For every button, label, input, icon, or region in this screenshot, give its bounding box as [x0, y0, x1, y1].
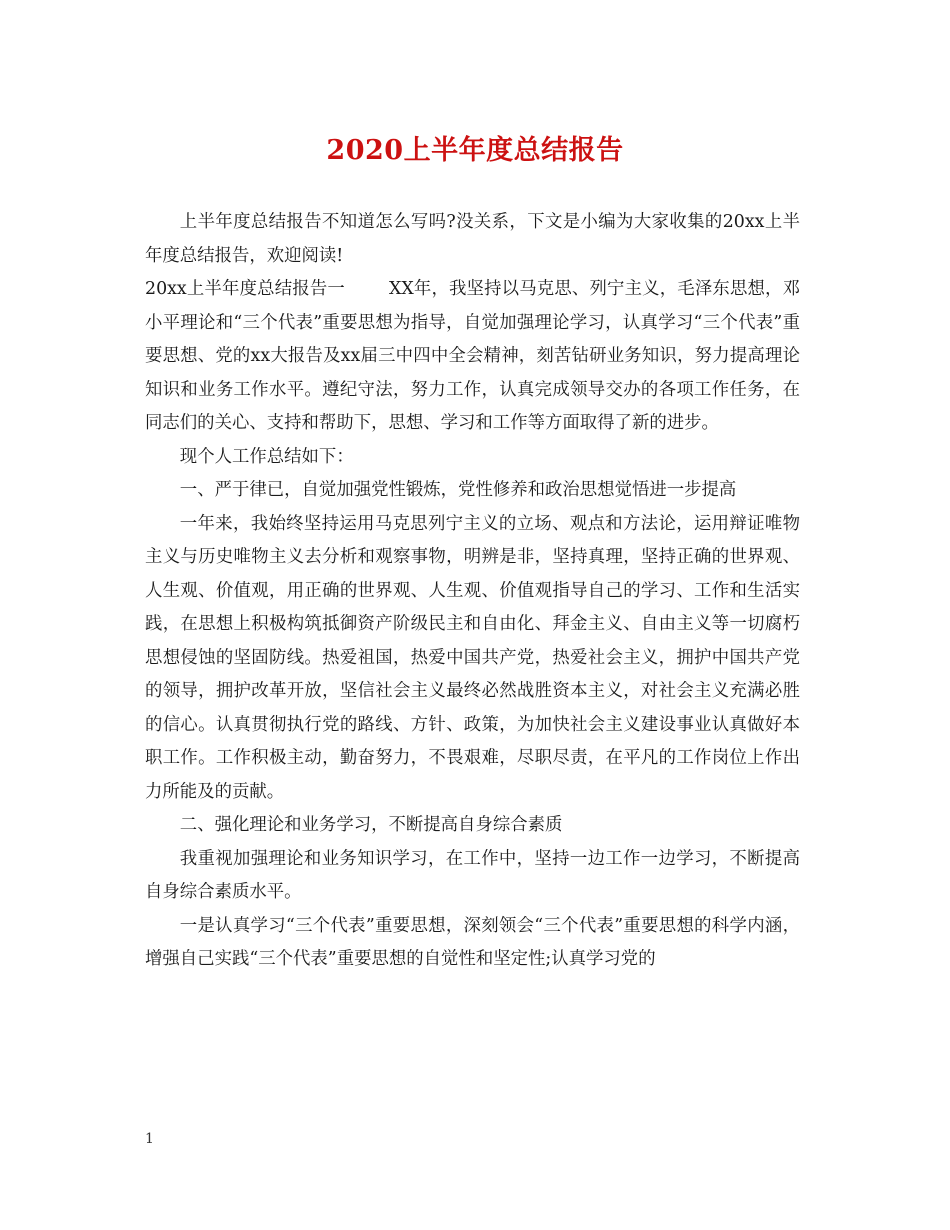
point-one-body: 一年来，我始终坚持运用马克思列宁主义的立场、观点和方法论，运用辩证唯物主义与历史唯物主义去分析和观察事物，明辨是非，坚持真理，坚持正确的世界观、人生观、价值观，用正确的世界观、人生观、价值观指导自己的学习、工作和生活实践，在思想上积极构筑抵御资产阶级民主和自由化、拜金主义、自由主义等一切腐朽思想侵蚀的坚固防线。热爱祖国，热爱中国共产党，热爱社会主义，拥护中国共产党的领导，拥护改革开放，坚信社会主义最终必然战胜资本主义，对社会主义充满必胜的信心。认真贯彻执行党的路线、方针、政策，为加快社会主义建设事业认真做好本职工作。工作积极主动，勤奋努力，不畏艰难，尽职尽责，在平凡的工作岗位上作出力所能及的贡献。 [145, 513, 800, 802]
intro-paragraph: 上半年度总结报告不知道怎么写吗?没关系，下文是小编为大家收集的20xx上半年度总结报告，欢迎阅读! [145, 212, 800, 266]
section-lead: XX年，我坚持以马克思、列宁主义，毛泽东思想，邓小平理论和“三个代表”重要思想为指导，自觉加强理论学习，认真学习“三个代表”重要思想、党的xx大报告及xx届三中四中全会精神，刻苦钻研业务知识，努力提高理论知识和业务工作水平。遵纪守法，努力工作，认真完成领导交办的各项工作任务，在同志们的关心、支持和帮助下，思想、学习和工作等方面取得了新的进步。 [145, 279, 801, 433]
point-two-detail: 一是认真学习“三个代表”重要思想，深刻领会“三个代表”重要思想的科学内涵，增强自己实践“三个代表”重要思想的自觉性和坚定性;认真学习党的 [145, 915, 800, 969]
point-one-heading: 一、严于律已，自觉加强党性锻炼，党性修养和政治思想觉悟进一步提高 [179, 480, 737, 500]
page-number: 1 [145, 1131, 154, 1147]
section-one-paragraph [145, 273, 800, 441]
document-title: 2020上半年度总结报告 [326, 135, 624, 166]
section-heading: 20xx上半年度总结报告一 [145, 279, 345, 299]
summary-intro: 现个人工作总结如下： [179, 446, 354, 467]
point-two-body: 我重视加强理论和业务知识学习，在工作中，坚持一边工作一边学习，不断提高自身综合素质水平。 [145, 848, 800, 902]
document-body [145, 206, 800, 977]
point-two-heading: 二、强化理论和业务学习，不断提高自身综合素质 [179, 815, 563, 835]
